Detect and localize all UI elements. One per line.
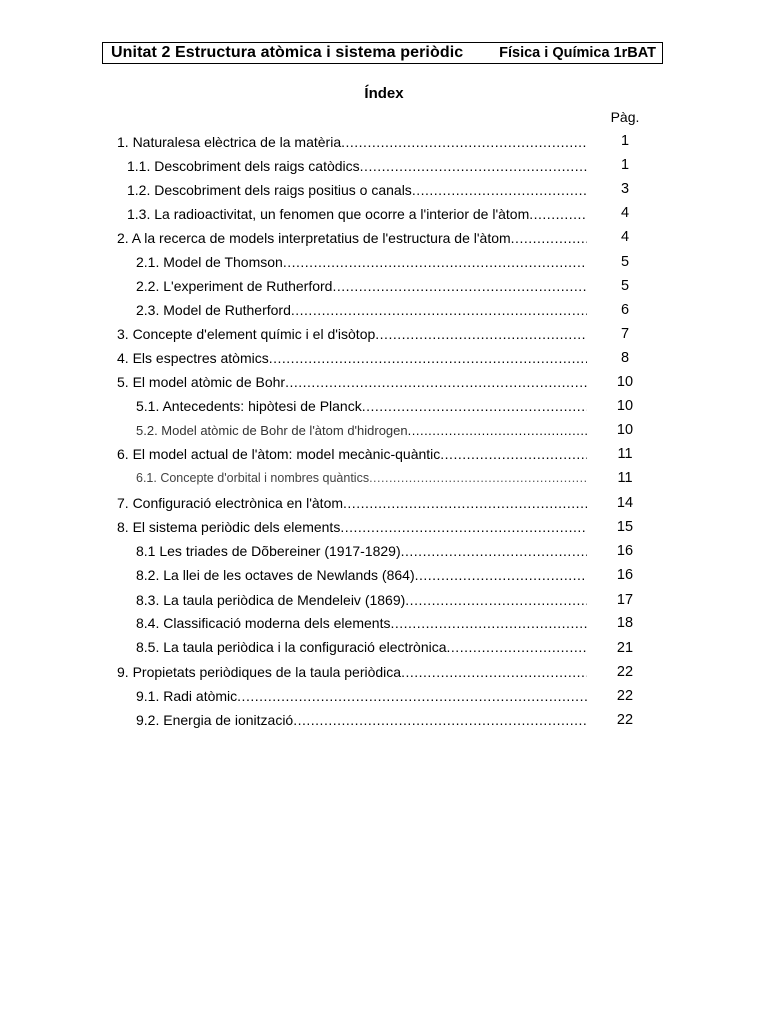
toc-page-number: 11 — [617, 446, 633, 462]
toc-page-number: 8 — [620, 350, 630, 366]
toc-row-7 — [117, 492, 587, 514]
toc-entry-label: 8.2. La llei de les octaves de Newlands (864) — [136, 567, 415, 583]
toc-page-number: 5 — [620, 254, 630, 270]
toc-entry-label: 1.1. Descobriment dels raigs catòdics — [127, 158, 360, 174]
toc-entry-label: 2.3. Model de Rutherford — [136, 302, 291, 318]
toc-row-5-2 — [136, 419, 587, 441]
leader-dots — [415, 567, 587, 583]
toc-row-8-5 — [136, 636, 587, 658]
leader-dots — [405, 592, 587, 608]
leader-dots — [412, 182, 587, 198]
toc-entry-label: 7. Configuració electrònica en l'àtom — [117, 495, 344, 511]
leader-dots — [343, 495, 587, 511]
toc-entry-label: 1. Naturalesa elèctrica de la matèria — [117, 134, 342, 150]
toc-row-4 — [117, 347, 587, 369]
leader-dots — [360, 158, 587, 174]
toc-row-5 — [117, 371, 587, 393]
toc-page-number: 10 — [616, 374, 634, 390]
toc-page-number: 4 — [620, 205, 630, 221]
toc-entry-label: 2.1. Model de Thomson — [136, 254, 283, 270]
toc-page-number: 22 — [616, 664, 634, 680]
toc-page-number: 21 — [616, 640, 634, 656]
leader-dots — [362, 398, 587, 414]
unit-title: Unitat 2 Estructura atòmica i sistema periòdic — [111, 44, 464, 61]
toc-page-number: 5 — [620, 278, 630, 294]
toc-row-6-1 — [136, 467, 587, 489]
leader-dots — [440, 446, 587, 462]
toc-entry-label: 5.1. Antecedents: hipòtesi de Planck — [136, 398, 362, 414]
leader-dots — [390, 615, 587, 631]
toc-entry-label: 6.1. Concepte d'orbital i nombres quàntics — [136, 471, 370, 485]
leader-dots — [293, 712, 587, 728]
toc-row-8-3 — [136, 589, 587, 611]
toc-page-number: 10 — [616, 398, 634, 414]
toc-entry-label: 9.2. Energia de ionització — [136, 712, 294, 728]
toc-page-number: 22 — [616, 712, 634, 728]
toc-entry-label: 8. El sistema periòdic dels elements — [117, 519, 341, 535]
toc-entry-label: 1.3. La radioactivitat, un fenomen que ocorre a l'interior de l'àtom — [127, 206, 530, 222]
leader-dots — [340, 519, 587, 535]
toc-entry-label: 9. Propietats periòdiques de la taula periòdica — [117, 664, 402, 680]
toc-entry-label: 9.1. Radi atòmic — [136, 688, 238, 704]
toc-row-1-2 — [127, 179, 587, 201]
toc-entry-label: 2. A la recerca de models interpretatius de l'estructura de l'àtom — [117, 230, 511, 246]
toc-entry-label: 4. Els espectres atòmics — [117, 350, 269, 366]
toc-page-number: 1 — [620, 157, 630, 173]
toc-row-1 — [117, 131, 587, 153]
toc-entry-label: 3. Concepte d'element químic i el d'isòtop — [117, 326, 376, 342]
leader-dots — [408, 423, 587, 438]
toc-page-number: 22 — [616, 688, 634, 704]
leader-dots — [341, 134, 587, 150]
toc-page-number: 7 — [620, 326, 630, 342]
toc-entry-label: 6. El model actual de l'àtom: model mecànic-quàntic — [117, 446, 441, 462]
toc-page-number: 15 — [616, 519, 634, 535]
leader-dots — [447, 639, 587, 655]
toc-entry-label: 2.2. L'experiment de Rutherford — [136, 278, 333, 294]
leader-dots — [291, 302, 587, 318]
leader-dots — [529, 206, 587, 222]
toc-entry-label: 5. El model atòmic de Bohr — [117, 374, 286, 390]
toc-row-8-1 — [136, 540, 587, 562]
toc-row-9 — [117, 661, 587, 683]
toc-row-9-1 — [136, 685, 587, 707]
toc-row-2-3 — [136, 299, 587, 321]
leader-dots — [375, 326, 587, 342]
toc-page-number: 11 — [617, 470, 633, 486]
leader-dots — [401, 543, 587, 559]
leader-dots — [237, 688, 587, 704]
toc-row-8 — [117, 516, 587, 538]
toc-row-2-1 — [136, 251, 587, 273]
index-title: Índex — [364, 85, 404, 102]
toc-row-6 — [117, 443, 587, 465]
toc-entry-label: 8.5. La taula periòdica i la configuració electrònica — [136, 639, 447, 655]
document-header — [102, 42, 663, 64]
toc-row-8-2 — [136, 564, 587, 586]
toc-page-number: 6 — [620, 302, 630, 318]
toc-entry-label: 8.4. Classificació moderna dels elements — [136, 615, 391, 631]
toc-page-number: 16 — [616, 543, 634, 559]
toc-entry-label: 1.2. Descobriment dels raigs positius o canals — [127, 182, 412, 198]
toc-page-number: 16 — [616, 567, 634, 583]
toc-page-number: 14 — [616, 495, 634, 511]
leader-dots — [369, 471, 587, 485]
toc-row-1-1 — [127, 155, 587, 177]
toc-row-3 — [117, 323, 587, 345]
toc-entry-label: 5.2. Model atòmic de Bohr de l'àtom d'hidrogen — [136, 422, 408, 438]
leader-dots — [332, 278, 587, 294]
toc-page-number: 4 — [620, 229, 630, 245]
toc-entry-label: 8.3. La taula periòdica de Mendeleiv (1869) — [136, 592, 406, 608]
toc-row-2 — [117, 227, 587, 249]
toc-page-number: 3 — [620, 181, 630, 197]
toc-row-5-1 — [136, 395, 587, 417]
subject-label: Física i Química 1rBAT — [499, 45, 656, 61]
leader-dots — [401, 664, 587, 680]
leader-dots — [269, 350, 587, 366]
leader-dots — [511, 230, 587, 246]
toc-entry-label: 8.1 Les triades de Dõbereiner (1917-1829) — [136, 543, 401, 559]
toc-row-1-3 — [127, 203, 587, 225]
toc-page-number: 17 — [616, 592, 634, 608]
toc-row-2-2 — [136, 275, 587, 297]
leader-dots — [283, 254, 587, 270]
toc-page-number: 10 — [616, 422, 634, 438]
page-column-label: Pàg. — [610, 109, 640, 125]
toc-row-9-2 — [136, 709, 587, 731]
toc-row-8-4 — [136, 612, 587, 634]
leader-dots — [285, 374, 587, 390]
toc-page-number: 1 — [620, 133, 630, 149]
toc-page-number: 18 — [616, 615, 634, 631]
